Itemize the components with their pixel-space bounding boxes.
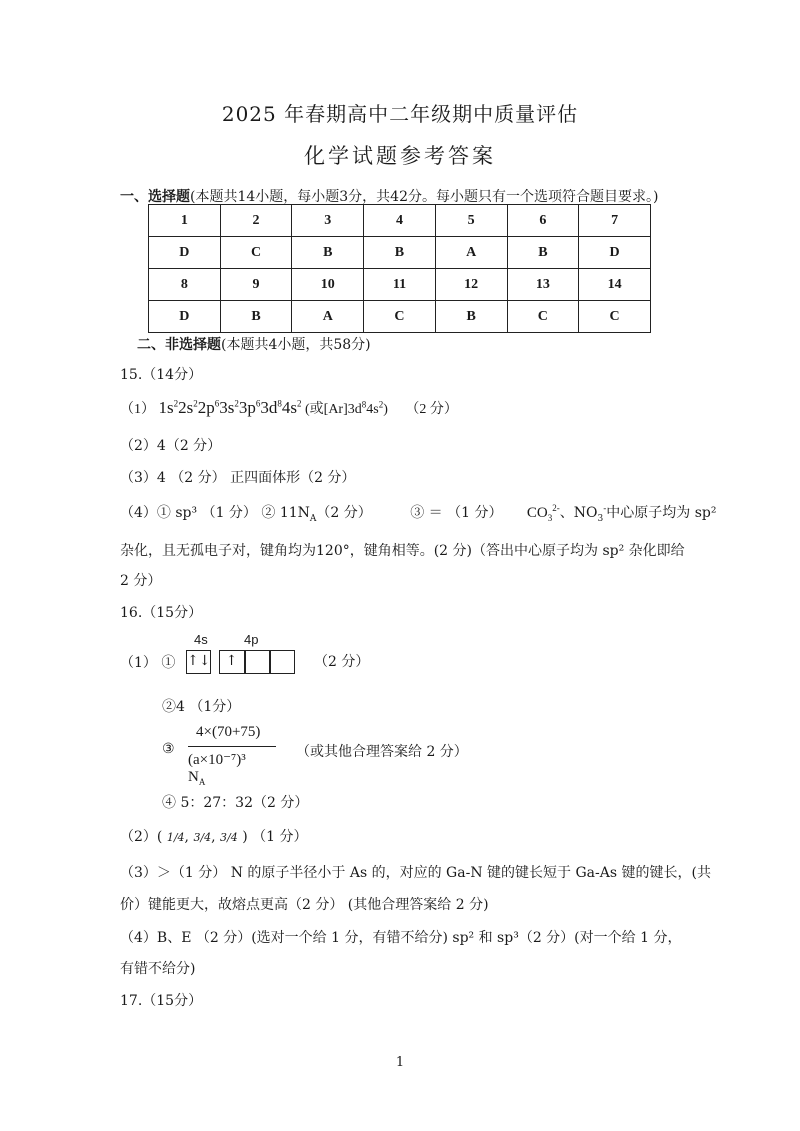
q15-part4-b: （2 分）	[316, 505, 372, 521]
paired-electrons-arrow: ↑↓	[187, 653, 211, 669]
table-cell: 14	[579, 269, 651, 301]
table-cell: D	[149, 301, 221, 333]
q16-part2: （2）( 1/4, 3/4, 3/4 ) （1 分）	[120, 829, 308, 845]
table-cell: D	[579, 237, 651, 269]
single-electron-arrow: ↑	[225, 653, 238, 669]
section1-heading	[120, 186, 658, 206]
q15-part4-c: ③ ＝ （1 分）	[410, 505, 503, 521]
table-cell: 6	[507, 205, 579, 237]
q16-part1: （1） ①	[120, 655, 176, 671]
table-cell: 4	[364, 205, 436, 237]
q15-part4-line3: 2 分）	[120, 573, 162, 589]
q16-heading: 16.（15分）	[120, 605, 203, 621]
table-cell: C	[579, 301, 651, 333]
q15-part4-a: （4）① sp³ （1 分） ② 11N	[120, 505, 310, 521]
section1-label: 一、选择题	[120, 189, 190, 205]
table-cell: B	[292, 237, 364, 269]
table-cell: C	[364, 301, 436, 333]
q15-part4-line2: 杂化，且无孤电子对，键角均为120°，键角相等。(2 分)（答出中心原子均为 sp² 杂化即给	[120, 543, 685, 559]
table-cell: 3	[292, 205, 364, 237]
table-cell: B	[507, 237, 579, 269]
formula-numerator: 4×(70+75)	[196, 724, 261, 740]
table-cell: A	[292, 301, 364, 333]
table-cell: 12	[435, 269, 507, 301]
table-row	[149, 205, 651, 237]
q16-part1-2: ②4 （1分）	[162, 699, 241, 715]
formula-denominator: (a×10⁻⁷)³ $N_A$	[188, 752, 246, 787]
table-cell: C	[507, 301, 579, 333]
table-cell: 11	[364, 269, 436, 301]
section2-heading	[137, 334, 371, 354]
electron-configuration: $1s^22s^22p^63s^23p^63d^84s^2$	[158, 398, 302, 417]
q15-part2: （2）4（2 分）	[120, 438, 222, 454]
q16-part4-line2: 有错不给分)	[120, 961, 196, 977]
q15-part1	[120, 398, 458, 418]
q17-heading: 17.（15分）	[120, 993, 203, 1009]
q15-part4-d: 、NO	[559, 505, 598, 521]
q15-part3: （3）4 （2 分） 正四面体形（2 分）	[120, 470, 356, 486]
coord-x: 1/4	[166, 831, 185, 844]
page-number: 1	[395, 1055, 405, 1070]
orbital-4p-label: 4p	[244, 632, 259, 647]
table-row	[149, 237, 651, 269]
fraction-bar	[188, 746, 276, 747]
q15-part1-prefix: （1）	[120, 402, 155, 417]
table-cell: 9	[220, 269, 292, 301]
table-cell: 2	[220, 205, 292, 237]
table-cell: 10	[292, 269, 364, 301]
document-subtitle: 化学试题参考答案	[304, 144, 496, 168]
q16-part1-3-mark: ③	[162, 741, 175, 757]
q16-part3-line2: 价）键能更大，故熔点更高（2 分） (其他合理答案给 2 分)	[120, 897, 489, 913]
table-cell: B	[364, 237, 436, 269]
document-title: 2025 年春期高中二年级期中质量评估	[221, 102, 579, 126]
q15-part1-alt: (或$[Ar]3d^84s^2$)	[305, 399, 388, 417]
answer-table	[148, 204, 651, 333]
q16-part3-line1: （3）＞（1 分） N 的原子半径小于 As 的，对应的 Ga-N 键的键长短于 Ga-As 键的键长，(共	[120, 865, 711, 881]
table-cell: 5	[435, 205, 507, 237]
orbital-divider	[244, 650, 246, 674]
q16-part1-3-note: （或其他合理答案给 2 分）	[296, 744, 468, 760]
q15-part1-score: （2 分）	[405, 402, 458, 417]
table-cell: B	[220, 301, 292, 333]
coord-z: 3/4	[220, 831, 238, 844]
q16-part1-score: （2 分）	[314, 654, 370, 670]
section2-desc: (本题共4小题，共58分)	[221, 337, 371, 353]
table-row	[149, 269, 651, 301]
table-cell: 7	[579, 205, 651, 237]
orbital-4s-label: 4s	[194, 632, 208, 647]
carbonate-ion: $CO_3^{2-}$	[526, 503, 560, 523]
table-cell: A	[435, 237, 507, 269]
table-cell: 1	[149, 205, 221, 237]
q15-part4-e: 中心原子均为 sp²	[606, 505, 717, 521]
table-row	[149, 301, 651, 333]
table-cell: 13	[507, 269, 579, 301]
q15-part4: （4）① sp³ （1 分） ② $11N_A(2$ 分） ③ ＝ （1 分） $CO_3^{2-}$、$NO_3^-$中心原子均为 sp²	[120, 503, 717, 524]
section1-desc: (本题共14小题，每小题3分，共42分。每小题只有一个选项符合题目要求。)	[190, 189, 659, 205]
coord-y: 3/4	[193, 831, 212, 844]
q15-heading: 15.（14分）	[120, 367, 203, 383]
q16-part4-line1: （4）B、E （2 分）(选对一个给 1 分，有错不给分) sp² 和 sp³（2 分）(对一个给 1 分，	[120, 930, 682, 946]
orbital-divider	[269, 650, 271, 674]
table-cell: C	[220, 237, 292, 269]
table-cell: 8	[149, 269, 221, 301]
section2-label: 二、非选择题	[137, 337, 221, 353]
q15-part4-sub: A	[309, 513, 317, 524]
table-cell: D	[149, 237, 221, 269]
table-cell: B	[435, 301, 507, 333]
q16-part1-4: ④ 5：27：32（2 分）	[162, 795, 309, 811]
